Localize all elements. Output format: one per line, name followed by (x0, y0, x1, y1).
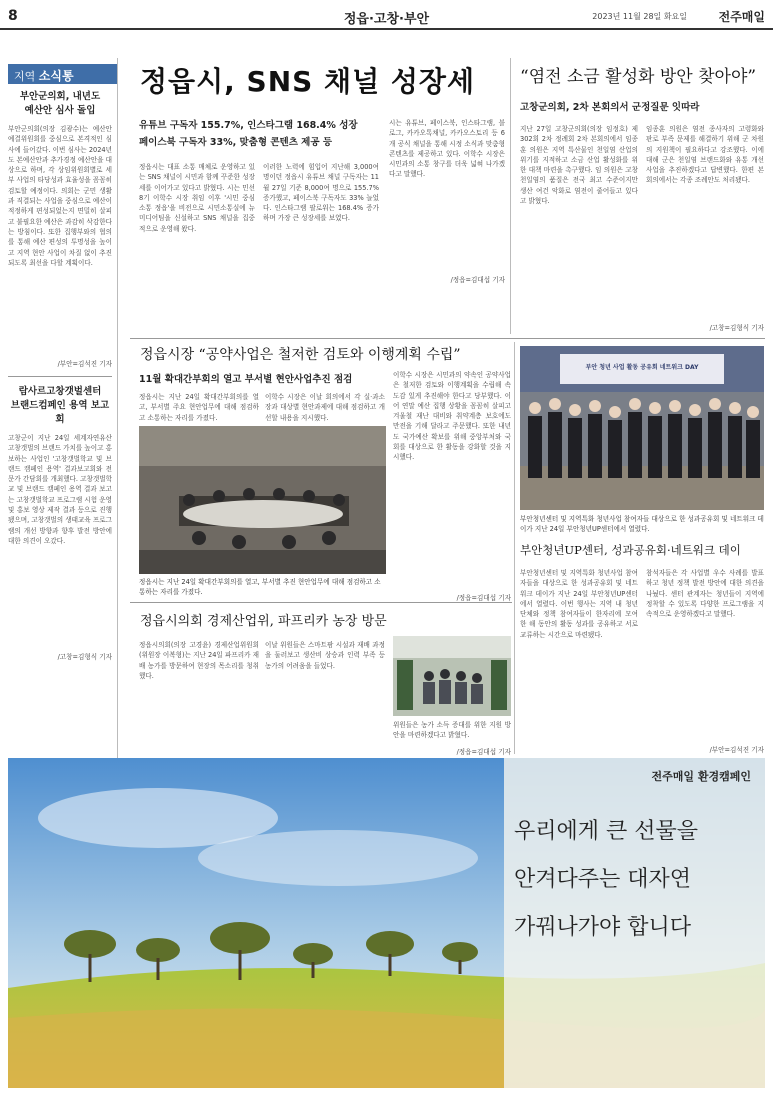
salt-byline: /고창=김형식 기자 (709, 324, 764, 332)
salt-col-1: 지난 27일 고창군의회(의장 임정호) 제302회 2차 정례회 2차 본회의에서 임종훈 의원은 지역 특산물인 천일염 산업의 위기를 지적하고 소금 산업 활성화를 위한 대책 마련을 촉구했다. 임 의원은 고창 천일염의 품질은 전국 최고 수준이지만 생산 여건 악화로 염전이 줄어들고 있다고 밝혔다. (520, 125, 638, 206)
salt-subhead: 고창군의회, 2차 본회의서 군정질문 잇따라 (520, 102, 700, 113)
sns-col-3: 시는 유튜브, 페이스북, 인스타그램, 블로그, 카카오톡채널, 카카오스토리 등 6개 공식 채널을 통해 시정 소식과 맞춤형 콘텐츠를 제공하고 있다. 이학수 시장은 시민과의 소통 창구를 더욱 넓혀 나가겠다고 말했다. (389, 119, 505, 179)
paprika-byline: /정읍=김대섭 기자 (456, 748, 511, 756)
divider (8, 376, 112, 377)
column-rule (510, 58, 511, 334)
brief-byline-1: /부안=김석진 기자 (57, 360, 112, 368)
masthead (0, 0, 773, 30)
meeting-intro-2: 이학수 시장은 이날 회의에서 각 실·과소장과 대상별 현안과제에 대해 점검하고 개선할 내용을 지시했다. (265, 393, 385, 422)
youth-col-1: 부안청년센터 및 지역특화 청년사업 참여자들을 대상으로 한 성과공유회 및 네트워크 데이가 지난 24일 부안청년UP센터에서 열렸다. 이번 행사는 지역 내 청년 단체와 정책 참여자들이 한자리에 모여 한 해 동안의 활동 성과를 공유하고 서로 교류하는 시간으로 마련됐다. (520, 569, 638, 639)
paper-name: 전주매일 (718, 10, 765, 24)
column-rule (514, 342, 515, 754)
youth-caption: 부안청년센터 및 지역특화 청년사업 참여자들 대상으로 한 성과공유회 및 네트워크 데이가 지난 24일 부안청년UP센터에서 열렸다. (520, 515, 764, 533)
youth-byline: /부안=김석진 기자 (709, 746, 764, 754)
briefs-column (8, 58, 118, 758)
ad-slogan (514, 808, 754, 952)
tag-name: 소식통 (38, 69, 74, 83)
issue-date: 2023년 11월 28일 화요일 (592, 12, 687, 21)
youth-headline: 부안청년UP센터, 성과공유회·네트워크 데이 (520, 543, 741, 557)
sns-subhead-2: 페이스북 구독자 33%, 맞춤형 콘텐츠 제공 등 (139, 137, 333, 148)
meeting-photo (139, 426, 386, 574)
sns-col-2: 이러한 노력에 힘입어 지난해 3,000여 명이던 정읍시 유튜브 채널 구독자는 11월 27일 기준 8,000여 명으로 155.7% 증가했고, 페이스북 구독자도 33% 늘었다. 인스타그램 팔로워는 168.4% 증가하며 가장 큰 성장세를 보였다. (263, 163, 379, 223)
rule (130, 338, 765, 339)
meeting-col-3: 이학수 시장은 시민과의 약속인 공약사업은 철저한 검토와 이행계획을 수립해 속도감 있게 추진해야 한다고 당부했다. 이어 연말 예산 집행 상황을 꼼꼼히 살피고 겨울철 재난 대비와 취약계층 보호에도 만전을 기해 달라고 주문했다. 또한 내년도 국가예산 확보를 위해 중앙부처와 국회를 대상으로 한 활동을 강화할 것을 지시했다. (393, 371, 511, 462)
brief-title-1: 부안군의회, 내년도 예산안 심사 돌입 (19, 91, 101, 116)
sns-subhead-1: 유튜브 구독자 155.7%, 인스타그램 168.4% 성장 (139, 120, 358, 131)
ad-campaign-label: 전주매일 환경캠페인 (651, 770, 751, 783)
paprika-col-3: 위원들은 농가 소득 증대를 위한 지원 방안을 마련하겠다고 밝혔다. (393, 721, 511, 740)
salt-col-2: 임종훈 의원은 염전 종사자의 고령화와 판로 부족 문제를 해결하기 위해 군 차원의 지원책이 필요하다고 강조했다. 이에 대해 군은 천일염 브랜드화와 유통 개선 사업을 추진하겠다고 답변했다. 한편 본회의에서는 각종 조례안도 처리됐다. (646, 125, 764, 185)
meeting-caption: 정읍시는 지난 24일 확대간부회의를 열고, 부서별 추진 현안업무에 대해 점검하고 소통하는 자리를 가졌다. (139, 578, 381, 596)
sns-byline: /정읍=김대섭 기자 (450, 276, 505, 284)
ad-slogan-line-3: 가꿔나가야 합니다 (514, 915, 692, 940)
salt-headline: “염전 소금 활성화 방안 찾아야” (520, 67, 757, 87)
event-banner: 부안 청년 사업 활동 공유회 네트워크 DAY (585, 364, 699, 371)
section-title: 정읍·고창·부안 (343, 12, 430, 27)
ad-slogan-line-1: 우리에게 큰 선물을 (514, 819, 699, 844)
brief-title-2: 람사르고창갯벌센터 브랜드컴페인 용역 보고회 (10, 386, 110, 425)
rule (130, 602, 512, 603)
meeting-subhead: 11월 확대간부회의 열고 부서별 현안사업추진 점검 (139, 374, 353, 385)
paprika-headline: 정읍시의회 경제산업위, 파프리카 농장 방문 (140, 614, 387, 629)
brief-byline-2: /고창=김형식 기자 (57, 653, 112, 661)
page-number: 8 (8, 8, 18, 24)
brief-body-1: 부안군의회(의장 김광수)는 예산안예결위원회를 중심으로 본격적인 심사에 들어갔다. 이번 심사는 2024년도 본예산안과 추가경정 예산안을 대상으로 하며, 각 상임위원회별로 세부 사업의 타당성과 효율성을 꼼꼼히 검토할 예정이다. 의회는 군민 생활과 직결되는 사업을 중심으로 예산이 적정하게 편성되었는지 면밀히 살피고 불필요한 예산은 과감히 삭감한다는 방침이다. 또한 집행부와의 협의를 통해 예산 편성의 투명성을 높이고 지역 현안 사업이 차질 없이 추진되도록 최선을 다할 계획이다. (8, 125, 112, 267)
greenhouse-photo (393, 636, 511, 716)
meeting-headline: 정읍시장 “공약사업은 철저한 검토와 이행계획 수립” (140, 347, 461, 363)
meeting-intro-1: 정읍시는 지난 24일 확대간부회의를 열고, 부서별 주요 현안업무에 대해 점검하고 소통하는 자리를 가졌다. (139, 393, 259, 422)
brief-body-2: 고창군이 지난 24일 세계자연유산 고창갯벌의 브랜드 가치를 높이고 홍보하는 사업인 '고창갯벌학교 및 브랜드 캠페인 용역' 결과보고회와 전문가 간담회를 개최했다. 고창갯벌학교 및 브랜드 캠페인 용역 결과 보고는 고창갯벌학교 프로그램 시험 운영 및 홍보 영상 제작 결과 등으로 진행됐으며, 고창갯벌의 생태교육 프로그램의 개선 방향과 향후 발전 방안에 대한 의견이 오갔다. (8, 434, 112, 545)
meeting-byline: /정읍=김대섭 기자 (456, 594, 511, 602)
sns-headline: 정읍시, SNS 채널 성장세 (140, 65, 476, 98)
youth-col-2: 참석자들은 각 사업별 우수 사례를 발표하고 청년 정책 발전 방안에 대한 의견을 나눴다. 센터 관계자는 청년들이 지역에 정착할 수 있도록 다양한 프로그램을 지속적으로 운영하겠다고 말했다. (646, 569, 764, 619)
greenhouse-image (393, 636, 511, 716)
sns-col-1: 정읍시는 대표 소통 매체로 운영하고 있는 SNS 채널이 시민과 함께 꾸준한 성장세를 이어가고 있다고 밝혔다. 시는 민선 8기 이학수 시장 취임 이후 '시민 중심 소통 정읍'을 비전으로 시민소통실에 뉴미디어팀을 신설하고 SNS 채널을 집중적으로 운영해 왔다. (139, 163, 255, 233)
youth-photo (520, 346, 764, 510)
environment-ad (8, 758, 765, 1088)
paprika-col-2: 이날 위원들은 스마트팜 시설과 재배 과정을 둘러보고 생산비 상승과 인력 부족 등 농가의 어려움을 들었다. (265, 641, 385, 670)
tag-prefix: 지역 (14, 70, 36, 83)
ad-slogan-line-2: 안겨다주는 대자연 (514, 867, 692, 892)
paprika-col-1: 정읍시의회(의장 고경윤) 경제산업위원회(위원장 이복형)는 지난 24일 파프리카 재배 농가를 방문하여 현장의 목소리를 청취했다. (139, 641, 259, 680)
conference-image (139, 426, 386, 574)
